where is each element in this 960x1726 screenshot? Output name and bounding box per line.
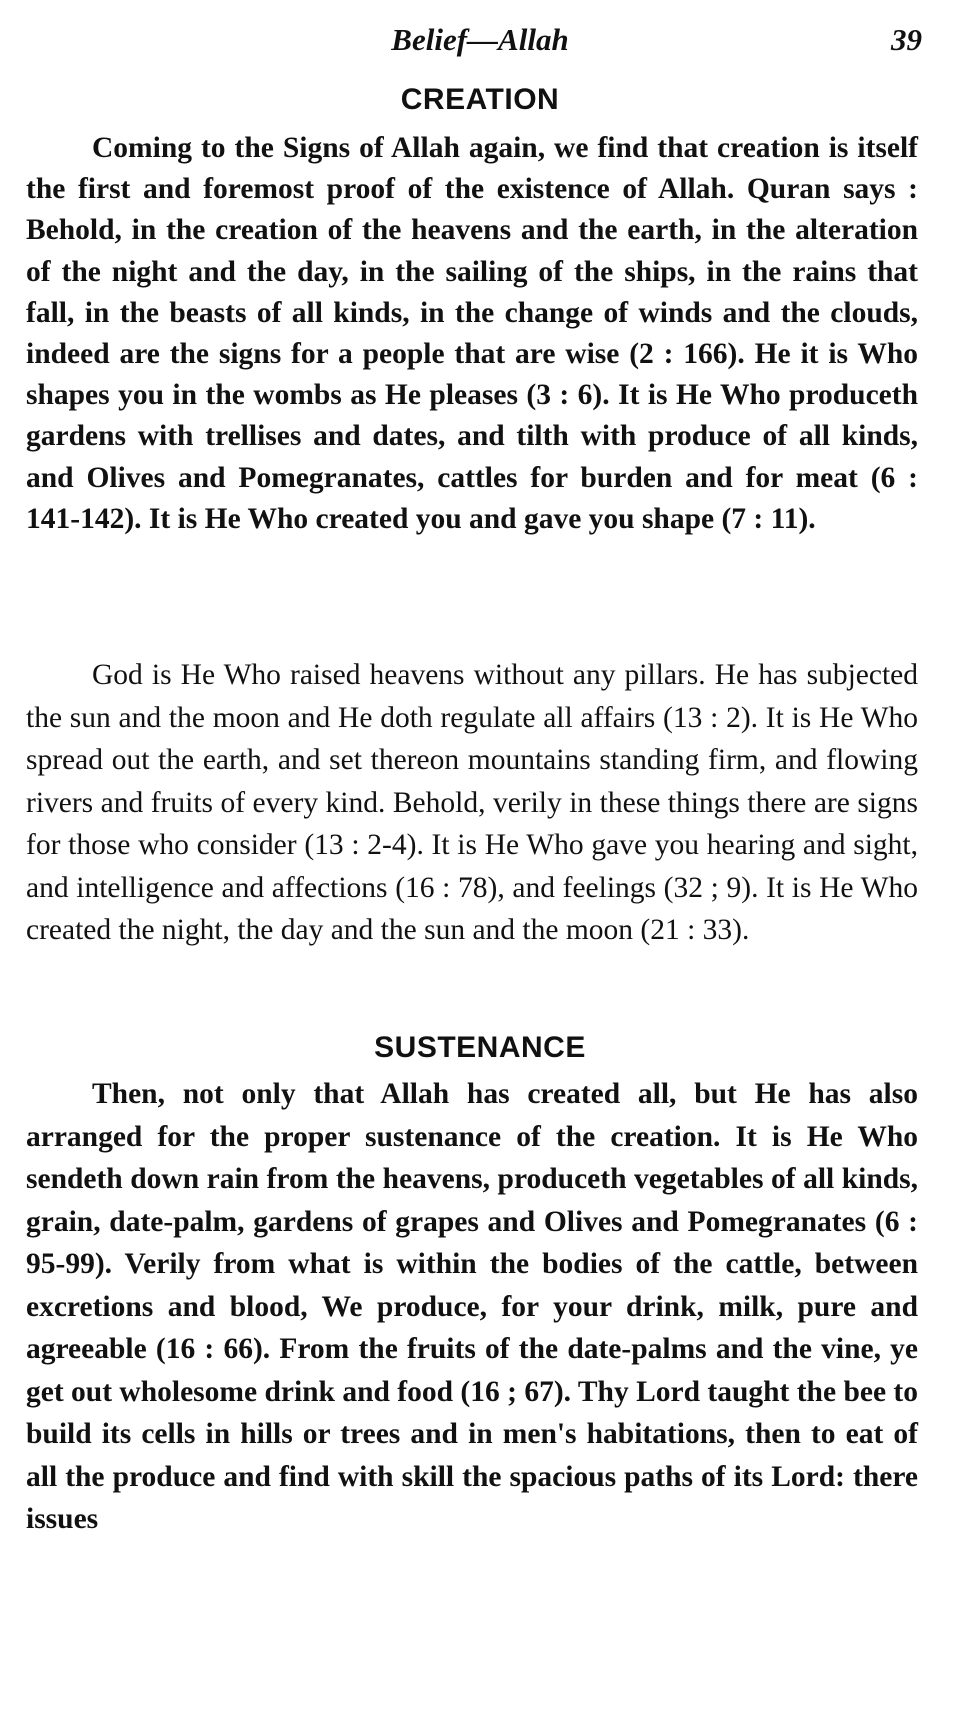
running-header: [0, 18, 960, 62]
sustenance-paragraph-1: Then, not only that Allah has created all, but He has also arranged for the proper sustenance of the creation. It is He Who sendeth down rain from the heavens, produceth vegetables of all kinds, grain, date-palm, gardens of grapes and Olives and Pomegranates (6 : 95-99). Verily from what is within the bodies of the cattle, between excretions and blood, We produce, for your drink, milk, pure and agreeable (16 : 66). From the fruits of the date-palms and the vine, ye get out wholesome drink and food (16 ; 67). Thy Lord taught the bee to build its cells in hills or trees and in men's habitations, then to eat of all the produce and find with skill the spacious paths of its Lord: there issues: [26, 1078, 918, 1535]
section-heading-sustenance: SUSTENANCE: [374, 1031, 586, 1064]
section-heading-creation: CREATION: [400, 83, 560, 116]
creation-paragraph-1: Coming to the Signs of Allah again, we find that creation is itself the first and foremost proof of the existence of Allah. Quran says : Behold, in the creation of the heavens and the earth, in the alteration of the night and the day, in the sailing of the ships, in the rains that fall, in the beasts of all kinds, in the change of winds and the clouds, indeed are the signs for a people that are wise (2 : 166). He it is Who shapes you in the wombs as He pleases (3 : 6). It is He Who produceth gardens with trellises and dates, and tilth with produce of all kinds, and Olives and Pomegranates, cattles for burden and for meat (6 : 141-142). It is He Who created you and gave you shape (7 : 11).: [26, 132, 918, 535]
creation-paragraph-2: God is He Who raised heavens without any pillars. He has subjected the sun and the moon and He doth regulate all affairs (13 : 2). It is He Who spread out the earth, and set thereon mountains standing firm, and flowing rivers and fruits of every kind. Behold, verily in these things there are signs for those who consider (13 : 2-4). It is He Who gave you hearing and sight, and intelligence and affections (16 : 78), and feelings (32 ; 9). It is He Who created the night, the day and the sun and the moon (21 : 33).: [26, 659, 918, 946]
page-number: 39: [891, 22, 922, 57]
running-title: Belief—Allah: [391, 22, 569, 57]
